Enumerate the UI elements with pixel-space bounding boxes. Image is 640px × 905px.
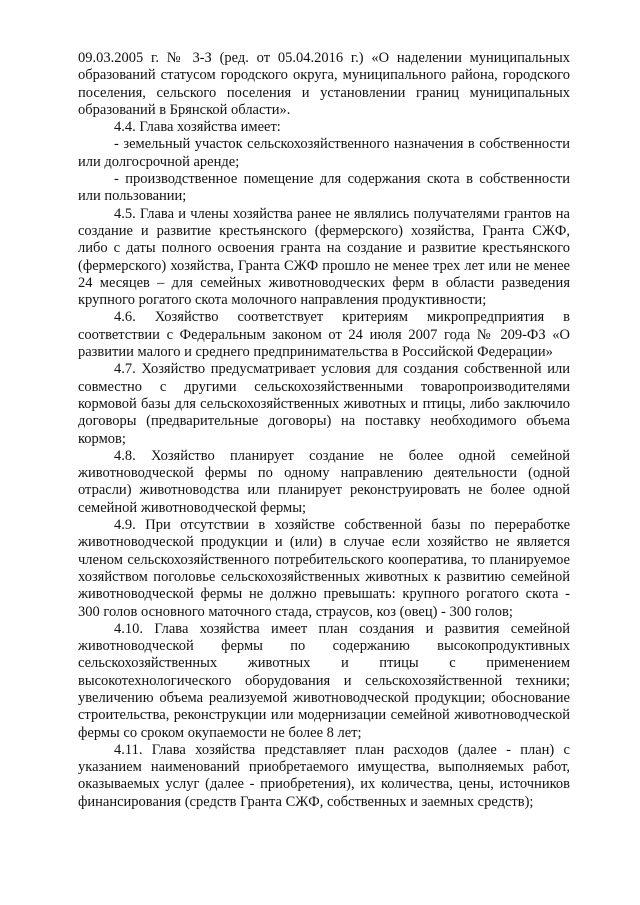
paragraph-clause-4-6: 4.6. Хозяйство соответствует критериям микропредприятия в соответствии с Федеральным законом от 24 июля 2007 года № 209-ФЗ «О развитии малого и среднего предпринимательства в Российской Федерации» — [78, 309, 570, 361]
paragraph-clause-4-8: 4.8. Хозяйство планирует создание не более одной семейной животноводческой фермы по одному направлению деятельности (одной отрасли) животноводства или планирует реконструировать не более одной семейной животноводческой фермы; — [78, 447, 570, 516]
paragraph-clause-4-11: 4.11. Глава хозяйства представляет план расходов (далее - план) с указанием наименований приобретаемого имущества, выполняемых работ, оказываемых услуг (далее - приобретения), их количества, цены, источников финансирования (средств Гранта СЖФ, собственных и заемных средств); — [78, 741, 570, 810]
paragraph-clause-4-9: 4.9. При отсутствии в хозяйстве собственной базы по переработке животноводческой продукции и (или) в случае если хозяйство не является членом сельскохозяйственного потребительского кооператива, то планируемое хозяйством поголовье сельскохозяйственных животных к развитию семейной животноводческой фермы не должно превышать: крупного рогатого скота - 300 голов основного маточного стада, страусов, коз (овец) - 300 голов; — [78, 517, 570, 620]
paragraph-clause-4-5: 4.5. Глава и члены хозяйства ранее не являлись получателями грантов на создание и развитие крестьянского (фермерского) хозяйства, Гранта СЖФ, либо с даты полного освоения гранта на создание и развитие крестьянского (фермерского) хозяйства, Гранта СЖФ прошло не менее трех лет или не менее 24 месяцев – для семейных животноводческих ферм в области разведения крупного рогатого скота молочного направления продуктивности; — [78, 205, 570, 309]
paragraph-clause-4-10: 4.10. Глава хозяйства имеет план создания и развития семейной животноводческой фермы по содержанию высокопродуктивных сельскохозяйственных животных и птицы с применением высокотехнологического оборудования и сельскохозяйственной техники; увеличению объема реализуемой животноводческой продукции; обоснование строительства, реконструкции или модернизации семейной животноводческой фермы со сроком окупаемости не более 8 лет; — [78, 620, 570, 741]
paragraph-clause-4-4-item-2: - производственное помещение для содержания скота в собственности или пользовании; — [78, 171, 570, 205]
paragraph-clause-4-4: 4.4. Глава хозяйства имеет: — [114, 119, 281, 136]
document-page — [78, 50, 570, 811]
paragraph-clause-4-4-item-1: - земельный участок сельскохозяйственного назначения в собственности или долгосрочной аренде; — [78, 136, 570, 170]
paragraph-clause-4-7: 4.7. Хозяйство предусматривает условия для создания собственной или совместно с другими сельскохозяйственными товаропроизводителями кормовой базы для сельскохозяйственных животных и птицы, либо заключило договоры (предварительные договоры) на поставку необходимого объема кормов; — [78, 361, 570, 447]
paragraph-intro-continuation: 09.03.2005 г. № 3-З (ред. от 05.04.2016 г.) «О наделении муниципальных образований статусом городского округа, муниципального района, городского поселения, сельского поселения и установлении границ муниципальных образований в Брянской области». — [78, 50, 570, 118]
